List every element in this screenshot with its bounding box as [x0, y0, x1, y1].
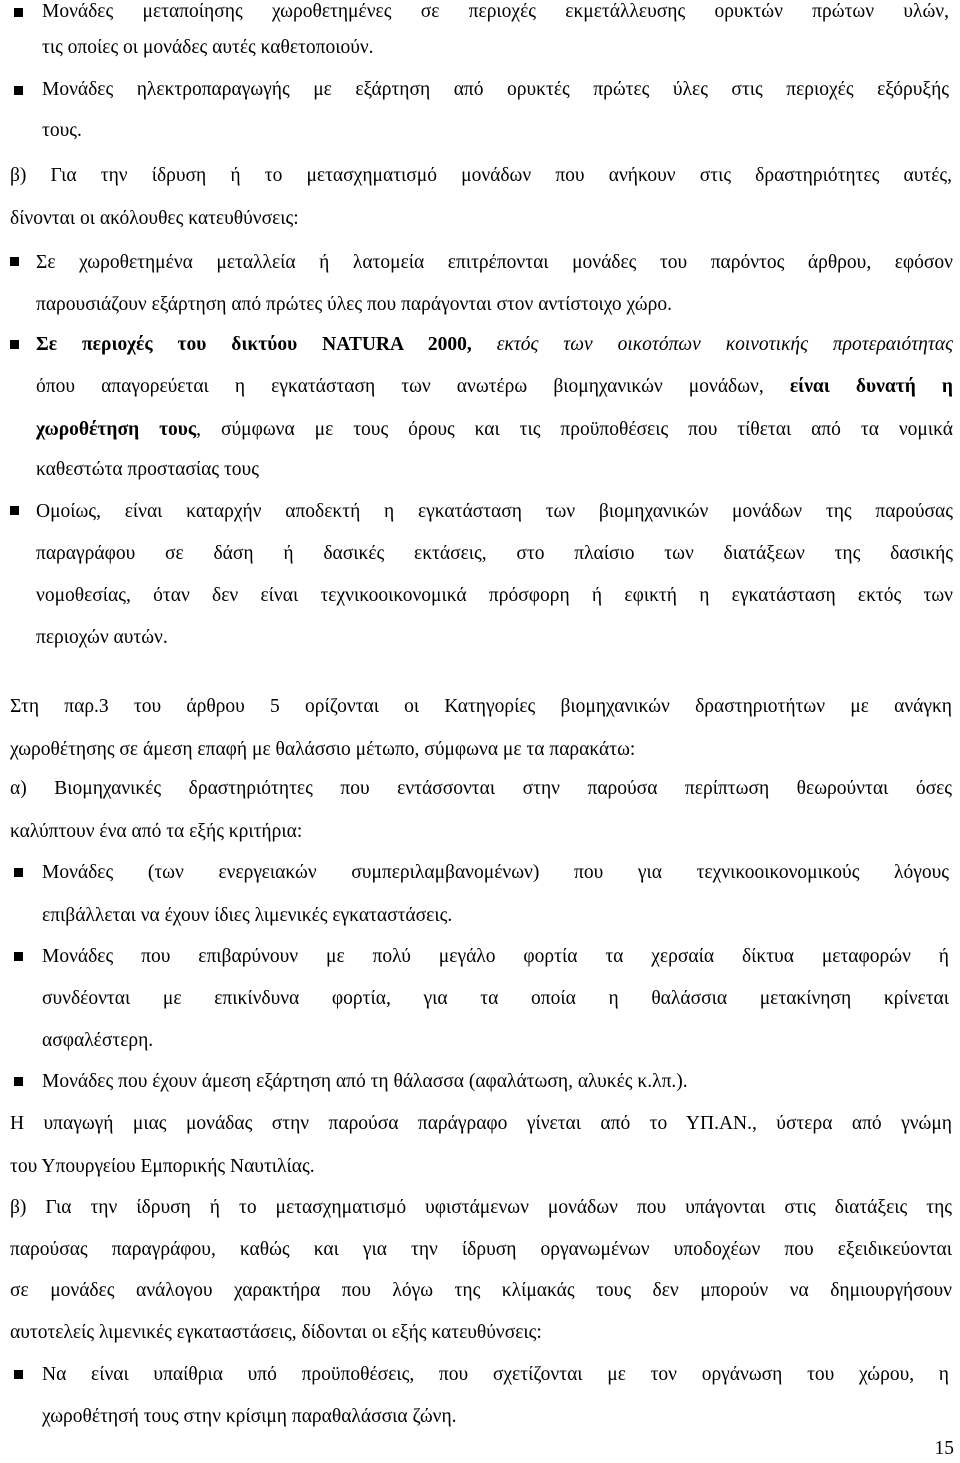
text-line: συνδέονται με επικίνδυνα φορτία, για τα οποία η θαλάσσια μετακίνηση κρίνεται [42, 988, 949, 1009]
text-line: σε μονάδες ανάλογου χαρακτήρα που λόγω της κλίμακάς τους δεν μπορούν να δημιουργήσουν [10, 1280, 952, 1301]
text-line: παραγράφου σε δάση ή δασικές εκτάσεις, στο πλαίσιο των διατάξεων της δασικής [36, 543, 953, 564]
text-line: β) Για την ίδρυση ή το μετασχηματισμό μονάδων που ανήκουν στις δραστηριότητες αυτές, [10, 165, 952, 186]
text-line: αυτοτελείς λιμενικές εγκαταστάσεις, δίδονται οι εξής κατευθύνσεις: [10, 1322, 542, 1343]
text-line [36, 375, 953, 399]
text-line: Σε χωροθετημένα μεταλλεία ή λατομεία επιτρέπονται μονάδες του παρόντος άρθρου, εφόσον [36, 252, 953, 273]
bold-phrase: είναι δυνατή η [763, 376, 953, 397]
text-line: καθεστώτα προστασίας τους [36, 459, 259, 480]
text-line: Η υπαγωγή μιας μονάδας στην παρούσα παράγραφο γίνεται από το ΥΠ.ΑΝ., ύστερα από γνώμη [10, 1113, 952, 1134]
text-line: καλύπτουν ένα από τα εξής κριτήρια: [10, 821, 303, 842]
text-line: τις οποίες οι μονάδες αυτές καθετοποιούν. [42, 37, 374, 58]
italic-phrase: εκτός των οικοτόπων κοινοτικής προτεραιότητας [471, 334, 953, 355]
text-line: χωροθέτησή τους στην κρίσιμη παραθαλάσσια ζώνη. [42, 1406, 457, 1427]
text-line: παρουσιάζουν εξάρτηση από πρώτες ύλες που παράγονται στον αντίστοιχο χώρο. [36, 294, 672, 315]
text-line: Ομοίως, είναι καταρχήν αποδεκτή η εγκατάσταση των βιομηχανικών μονάδων της παρούσας [36, 501, 953, 522]
text-line: Στη παρ.3 του άρθρου 5 ορίζονται οι Κατηγορίες βιομηχανικών δραστηριοτήτων με ανάγκη [10, 696, 952, 717]
text-line: τους. [42, 120, 82, 141]
page-number: 15 [934, 1438, 954, 1459]
text-line: α) Βιομηχανικές δραστηριότητες που εντάσσονται στην παρούσα περίπτωση θεωρούνται όσες [10, 778, 952, 799]
text-line: νομοθεσίας, όταν δεν είναι τεχνικοοικονομικά πρόσφορη ή εφικτή η εγκατάσταση εκτός των [36, 585, 953, 606]
bold-phrase: Σε περιοχές του δικτύου NATURA 2000, [36, 334, 472, 355]
text-line: επιβάλλεται να έχουν ίδιες λιμενικές εγκαταστάσεις. [42, 905, 453, 926]
bullet-marker [14, 868, 23, 877]
bullet-marker [10, 506, 19, 515]
plain-phrase: , σύμφωνα με τους όρους και τις προϋποθέσεις που τίθεται από τα νομικά [196, 419, 953, 440]
text-line: Μονάδες που έχουν άμεση εξάρτηση από τη θάλασσα (αφαλάτωση, αλυκές κ.λπ.). [42, 1071, 688, 1092]
bullet-marker [14, 86, 23, 95]
text-line [36, 418, 953, 442]
text-line: Μονάδες μεταποίησης χωροθετημένες σε περιοχές εκμετάλλευσης ορυκτών πρώτων υλών, [42, 1, 949, 22]
bullet-marker [14, 952, 23, 961]
text-line [36, 333, 953, 357]
bold-phrase: χωροθέτηση τους [36, 419, 197, 440]
text-line: Μονάδες που επιβαρύνουν με πολύ μεγάλο φορτία τα χερσαία δίκτυα μεταφορών ή [42, 946, 949, 967]
text-line: παρούσας παραγράφου, καθώς και για την ίδρυση οργανωμένων υποδοχέων που εξειδικεύονται [10, 1239, 952, 1260]
bullet-marker [10, 257, 19, 266]
bullet-marker [14, 1370, 23, 1379]
text-line: δίνονται οι ακόλουθες κατευθύνσεις: [10, 208, 299, 229]
text-line: περιοχών αυτών. [36, 627, 168, 648]
text-line: χωροθέτησης σε άμεση επαφή με θαλάσσιο μέτωπο, σύμφωνα με τα παρακάτω: [10, 739, 636, 760]
bullet-marker [10, 340, 19, 349]
bullet-marker [14, 1077, 23, 1086]
text-line: β) Για την ίδρυση ή το μετασχηματισμό υφιστάμενων μονάδων που υπάγονται στις διατάξεις της [10, 1197, 952, 1218]
plain-phrase: όπου απαγορεύεται η εγκατάσταση των ανωτέρω βιομηχανικών μονάδων, [36, 376, 764, 397]
text-line: Μονάδες (των ενεργειακών συμπεριλαμβανομένων) που για τεχνικοοικονομικούς λόγους [42, 862, 949, 883]
text-line: Να είναι υπαίθρια υπό προϋποθέσεις, που σχετίζονται με τον οργάνωση του χώρου, η [42, 1364, 949, 1385]
text-line: του Υπουργείου Εμπορικής Ναυτιλίας. [10, 1156, 315, 1177]
bullet-marker [14, 8, 23, 17]
text-line: ασφαλέστερη. [42, 1030, 154, 1051]
text-line: Μονάδες ηλεκτροπαραγωγής με εξάρτηση από ορυκτές πρώτες ύλες στις περιοχές εξόρυξής [42, 79, 949, 100]
